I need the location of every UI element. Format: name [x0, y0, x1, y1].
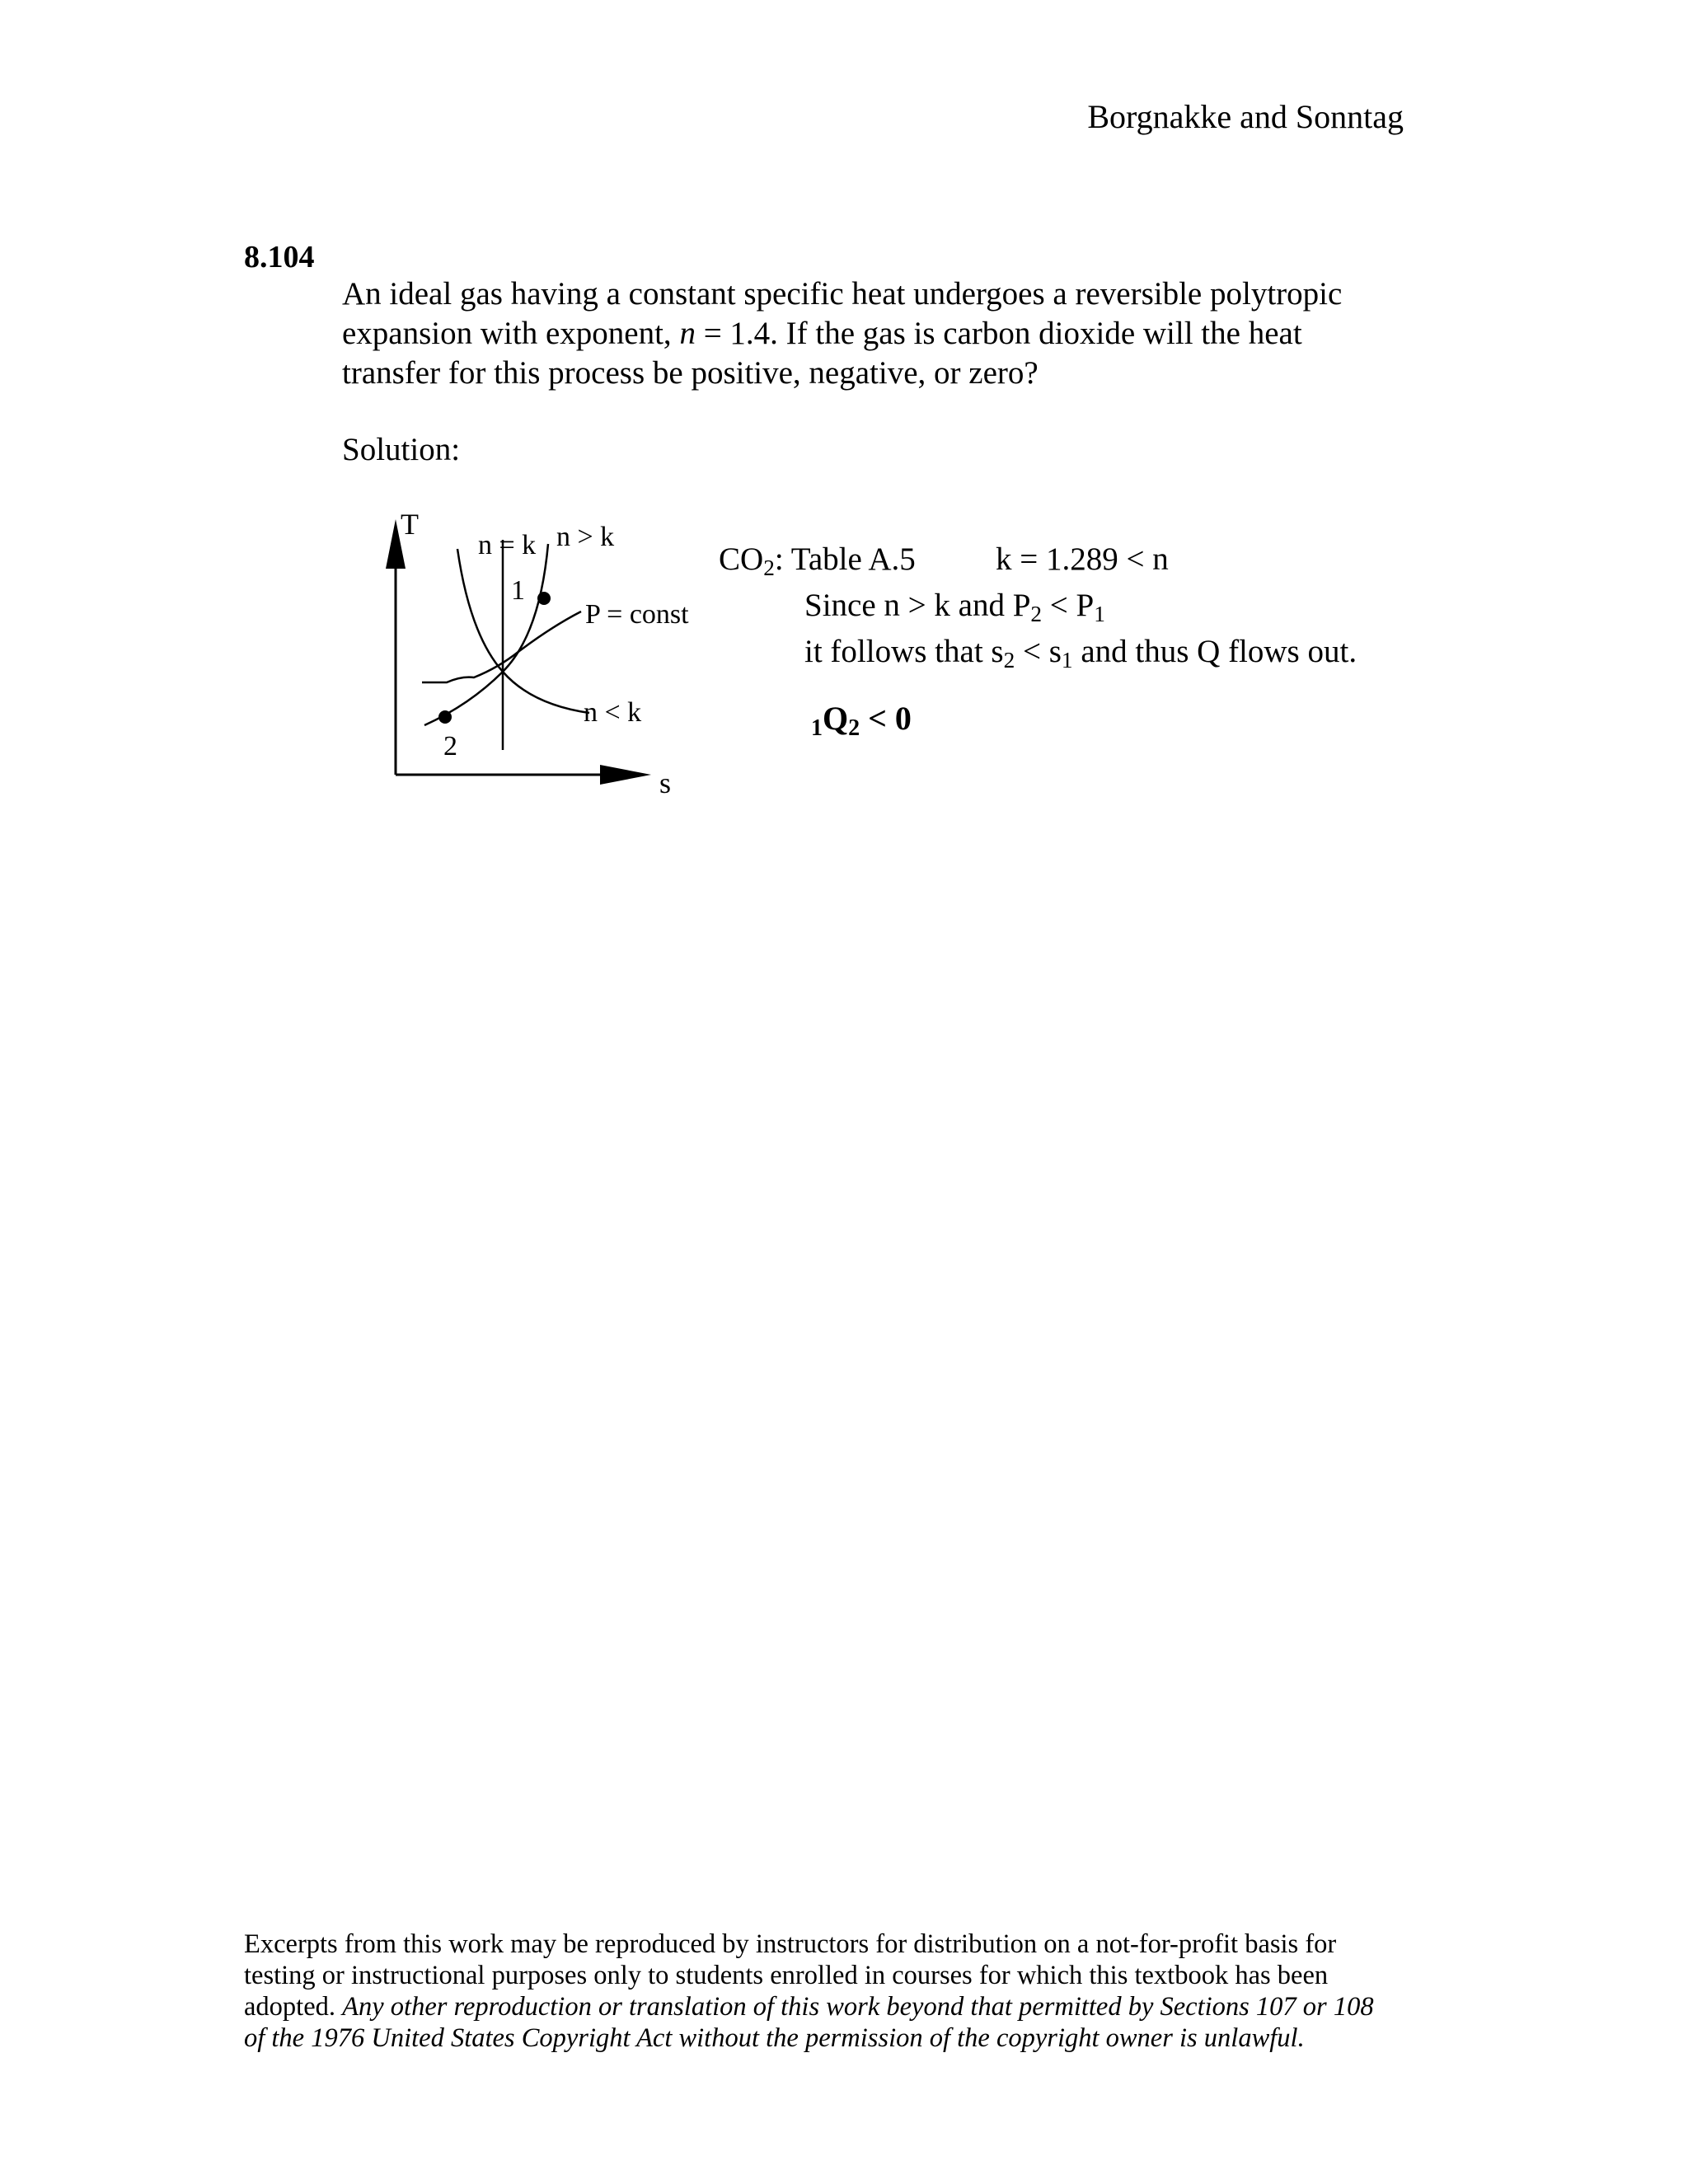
co2-subscript: 2 [763, 555, 775, 580]
q-subscript: 2 [848, 715, 860, 741]
final-heat-result [811, 699, 912, 741]
s-axis-arrowhead [600, 765, 651, 785]
problem-line-1: An ideal gas having a constant specific heat undergoes a reversible polytropic [342, 276, 1343, 312]
label-p-const: P = const [585, 599, 689, 630]
less-than-s: < s [1015, 634, 1062, 669]
state-point-2 [438, 710, 452, 724]
co2-formula: CO [719, 541, 764, 577]
problem-line-3: transfer for this process be positive, negative, or zero? [342, 355, 1039, 391]
follows-text: it follows that s [804, 634, 1004, 669]
t-axis-label: T [401, 508, 419, 541]
result-line-3 [804, 633, 1357, 673]
problem-line-2 [342, 314, 1471, 354]
s1-subscript: 1 [1061, 647, 1073, 673]
page-header-author: Borgnakke and Sonntag [1087, 98, 1404, 135]
footer-line-3 [244, 1991, 1447, 2022]
state-point-1 [537, 592, 551, 605]
p2-subscript: 2 [1030, 601, 1043, 626]
label-n-eq-k: n = k [478, 530, 537, 560]
footer-line-3-italic: Any other reproduction or translation of this work beyond that permitted by Sections 107 or 108 [342, 1992, 1374, 2022]
curve-n-gt-k [424, 544, 548, 725]
heat-flows-text: and thus Q flows out. [1072, 634, 1357, 669]
since-text: Since n > k and P [804, 588, 1031, 623]
q-prefix-subscript: 1 [811, 715, 823, 741]
copyright-footer [244, 1929, 1447, 2054]
footer-line-4: of the 1976 United States Copyright Act without the permission of the copyright owner is unlawful. [244, 2023, 1305, 2053]
table-reference: : Table A.5 [774, 541, 916, 577]
q-symbol: Q [823, 700, 849, 737]
q-inequality: < 0 [860, 700, 912, 737]
p1-subscript: 1 [1094, 601, 1105, 626]
exponent-variable: n [679, 316, 696, 351]
label-state-2: 2 [443, 731, 457, 762]
solution-label: Solution: [342, 432, 461, 467]
ts-diagram [379, 503, 725, 808]
s-axis-label: s [659, 766, 672, 799]
result-line-2 [804, 587, 1105, 624]
curve-n-lt-k [457, 549, 589, 713]
label-n-gt-k: n > k [556, 522, 615, 552]
label-state-1: 1 [511, 575, 525, 606]
problem-statement [342, 274, 1471, 393]
less-than-p: < P [1042, 588, 1095, 623]
problem-number: 8.104 [244, 240, 315, 274]
k-value: k = 1.289 < n [996, 541, 1169, 577]
s2-subscript: 2 [1003, 647, 1015, 673]
footer-line-2: testing or instructional purposes only to students enrolled in courses for which this textbook has been [244, 1961, 1329, 1990]
footer-line-3-normal: adopted. [244, 1992, 343, 2022]
footer-line-1: Excerpts from this work may be reproduced by instructors for distribution on a not-for-profit basis for [244, 1929, 1337, 1959]
label-n-lt-k: n < k [584, 697, 642, 728]
result-line-1 [719, 541, 916, 578]
problem-line-2-before: expansion with exponent, [342, 316, 680, 351]
problem-line-2-after: = 1.4. If the gas is carbon dioxide will the heat [695, 316, 1302, 351]
